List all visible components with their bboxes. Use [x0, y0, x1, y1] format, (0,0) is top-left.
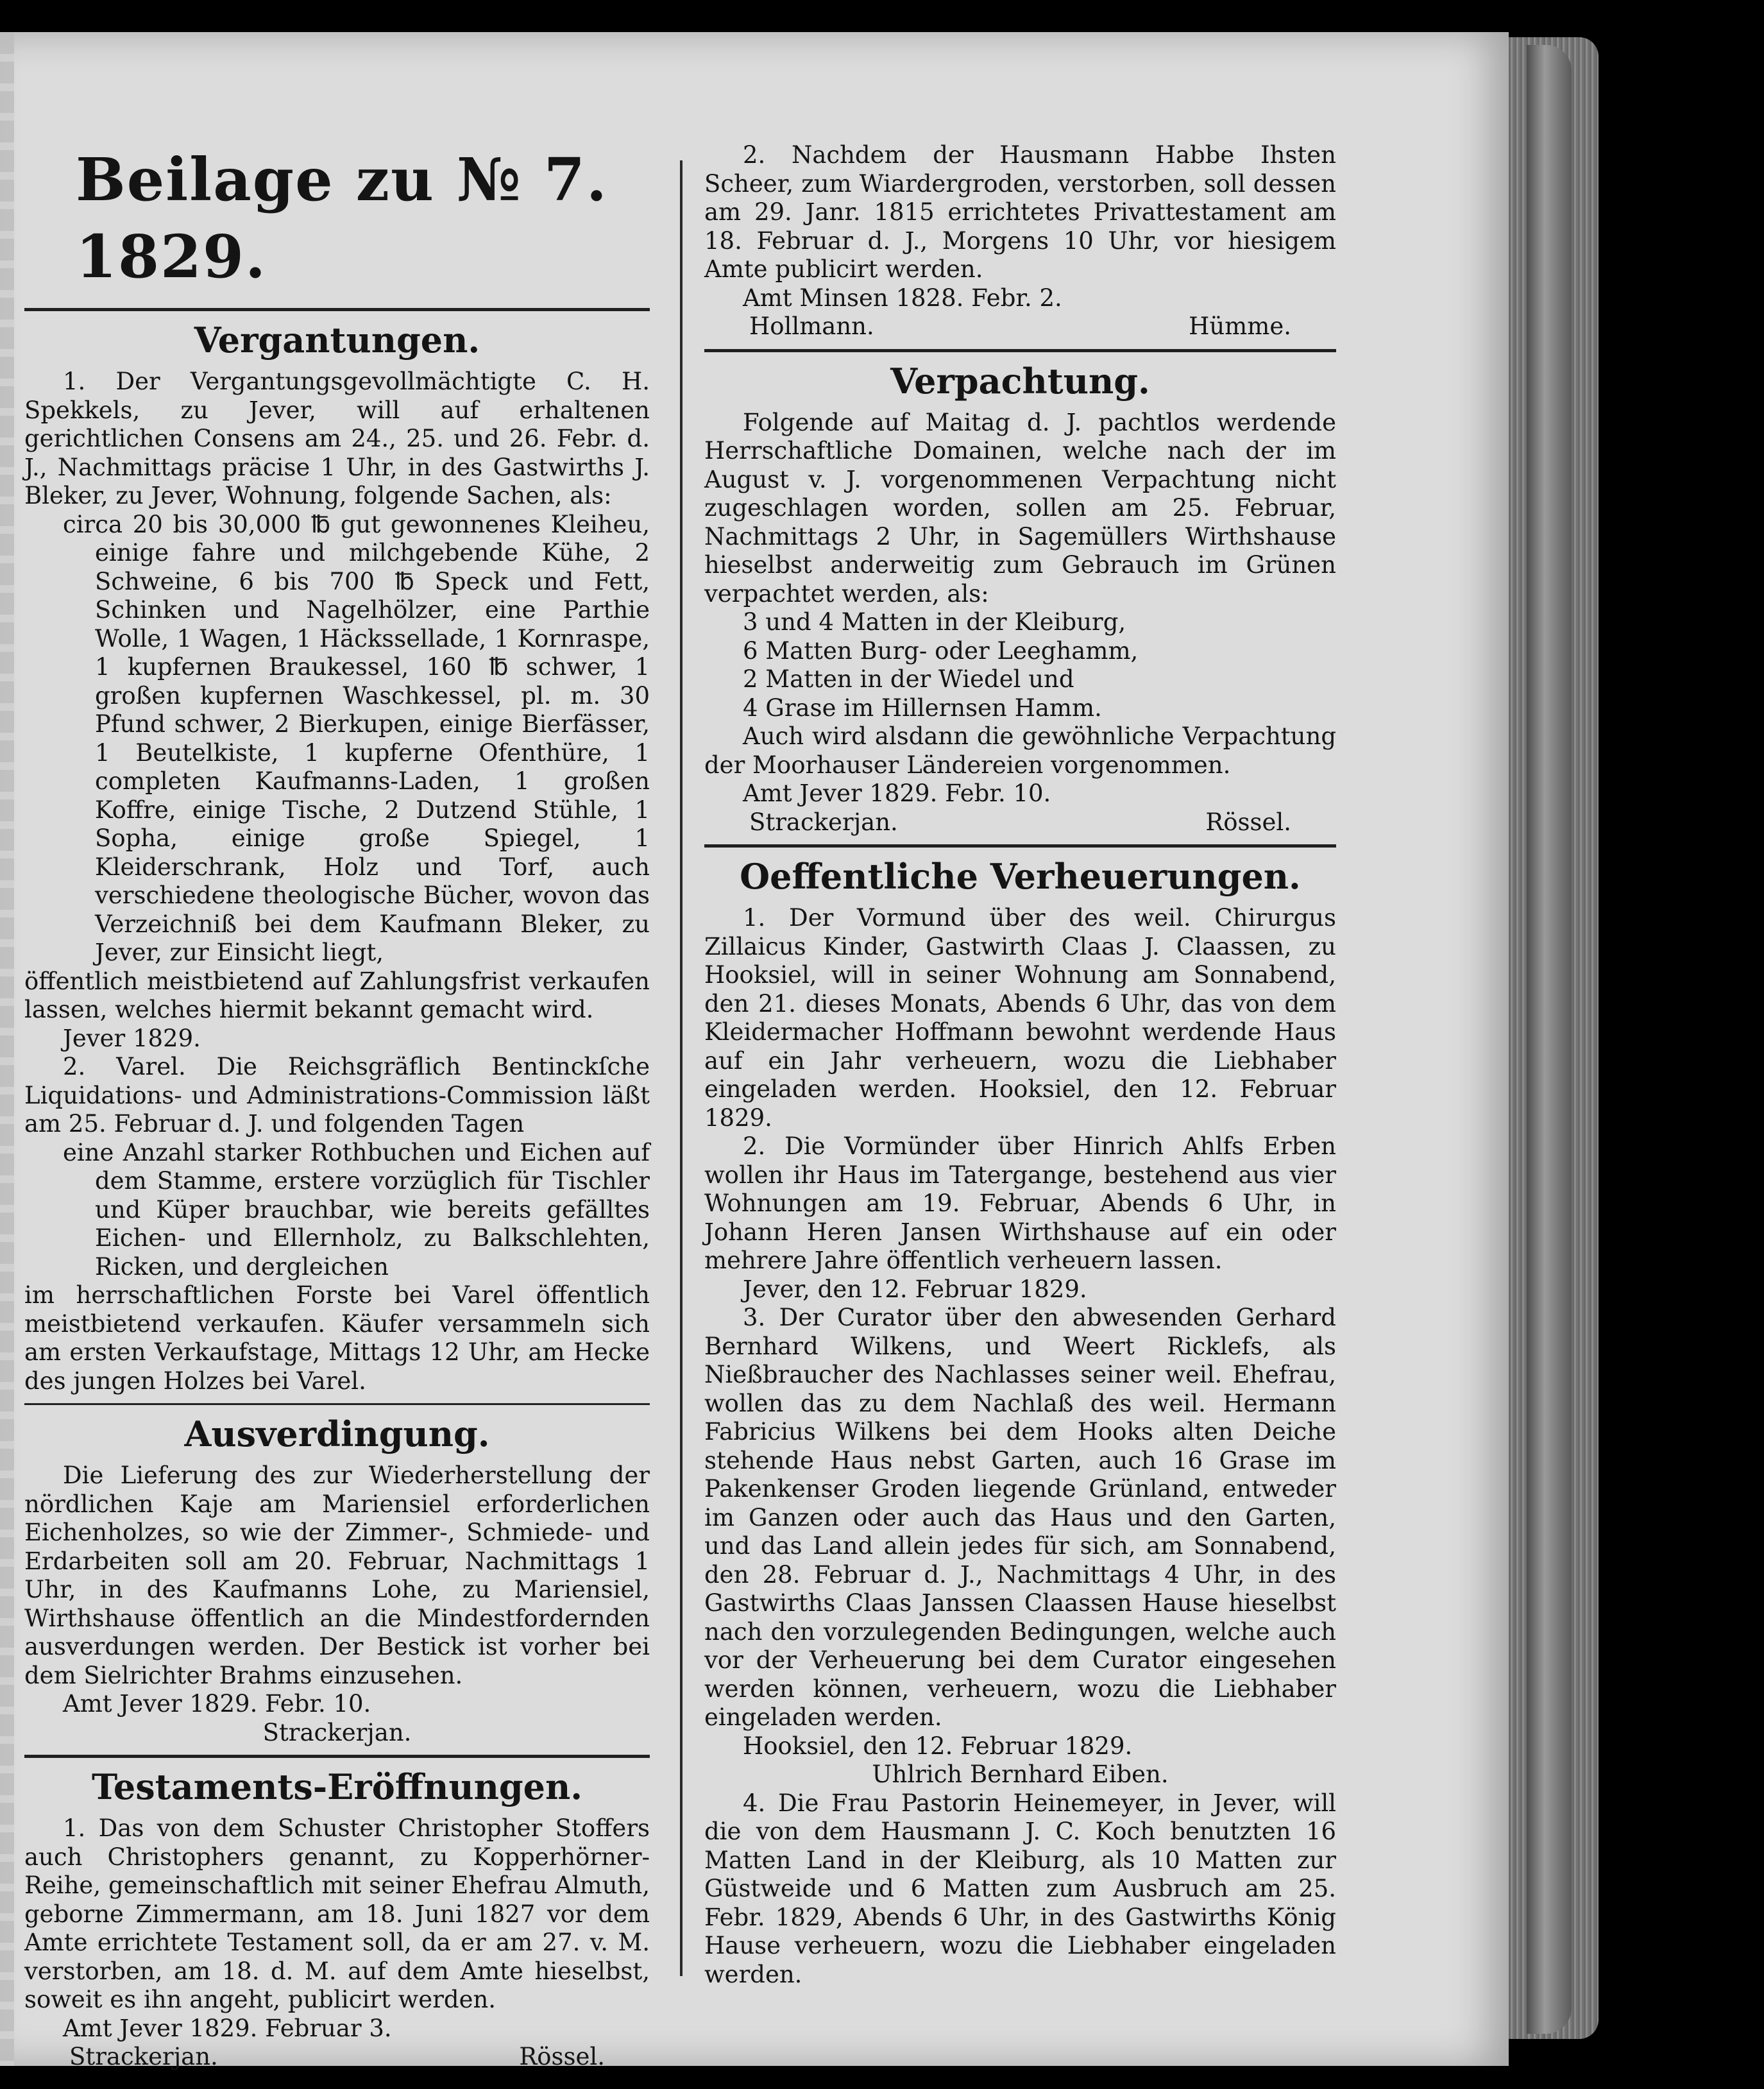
dateline: Hooksiel, den 12. Februar 1829. [743, 1732, 1133, 1760]
signature-row [24, 2043, 650, 2072]
section-title-testaments: Testaments-Eröffnungen. [91, 1766, 583, 1807]
masthead: Beilage zu № 7. 1829. [76, 145, 608, 291]
list-item: 6 Matten Burg- oder Leeghamm, [743, 636, 1139, 665]
signature: Strackerjan. [749, 808, 898, 836]
paragraph: 4. Die Frau Pastorin Heinemeyer, in Jever, will die von dem Hausmann J. C. Koch benutzten 16 Matten Land in der Kleiburg, als 10 Matten zur Güstweide und 6 Matten zum Ausbruch am 25. Febr. 1829, Abends 6 Uhr, in des Gastwirths König Hause verheuern, wozu die Liebhaber eingeladen werden. [704, 1789, 1336, 1988]
paragraph: 2. Nachdem der Hausmann Habbe Ihsten Scheer, zum Wiardergroden, verstorben, soll dessen am 29. Janr. 1815 errichtetes Privattestament am 18. Februar d. J., Morgens 10 Uhr, vor hiesigem Amte publicirt werden. [704, 141, 1336, 283]
rule [704, 349, 1336, 352]
right-column [704, 141, 1336, 1989]
signature: Strackerjan. [262, 1718, 412, 1746]
signature: Rössel. [1205, 808, 1291, 836]
list-item: 2 Matten in der Wiedel und [743, 665, 1074, 693]
paragraph: 1. Der Vergantungsgevollmächtigte C. H. Spekkels, zu Jever, will auf erhaltenen gerichtlichen Consens am 24., 25. und 26. Febr. d. J., Nachmittags präcise 1 Uhr, in des Gastwirths J. Bleker, zu Jever, Wohnung, folgende Sachen, als: [24, 368, 650, 509]
book-spine [1527, 45, 1572, 2034]
signature: Strackerjan. [69, 2043, 218, 2070]
dateline: Amt Jever 1829. Februar 3. [63, 2014, 392, 2042]
paragraph: im herrschaftlichen Forste bei Varel öffentlich meistbietend verkaufen. Käufer versammeln sich am ersten Verkaufstage, Mittags 12 Uhr, am Hecke des jungen Holzes bei Varel. [24, 1281, 650, 1395]
list-item: 4 Grase im Hillernsen Hamm. [743, 694, 1102, 722]
paragraph: 2. Die Vormünder über Hinrich Ahlfs Erben wollen ihr Haus im Tatergange, bestehend aus vier Wohnungen am 19. Februar, Abends 6 Uhr, in Johann Heren Jansen Wirthshause auf ein oder mehrere Jahre öffentlich verheuern lassen. [704, 1132, 1336, 1274]
signature: Uhlrich Bernhard Eiben. [872, 1761, 1169, 1788]
section-title-ausverdingung: Ausverdingung. [184, 1413, 490, 1454]
paragraph: Die Lieferung des zur Wiederherstellung der nördlichen Kaje am Mariensiel erforderlichen Eichenholzes, so wie der Zimmer-, Schmiede- und Erdarbeiten soll am 20. Februar, Nachmittags 1 Uhr, in des Kaufmanns Lohe, zu Mariensiel, Wirthshause öffentlich an die Mindestfordernden ausverdungen werden. Der Bestick ist vorher bei dem Sielrichter Brahms einzusehen. [24, 1462, 650, 1689]
signature-row [704, 312, 1336, 341]
signature: Hollmann. [749, 312, 874, 340]
section-title-vergantungen: Vergantungen. [194, 320, 480, 361]
paragraph: 3. Der Curator über den abwesenden Gerhard Bernhard Wilkens, und Weert Ricklefs, als Nießbraucher des Nachlasses seiner weil. Ehefrau, wollen das zu dem Nachlaß des weil. Hermann Fabricius Wilkens bei dem Hooks alten Deiche stehende Haus nebst Garten, auch 16 Grase im Pakenkenser Groden liegende Grünland, entweder im Ganzen oder auch das Haus und den Garten, und das Land allein jedes für sich, am Sonnabend, den 28. Februar d. J., Nachmittags 4 Uhr, in des Gastwirths Claas Janssen Claassen Hause hieselbst nach den vorzulegenden Bedingungen, welche auch vor der Verheuerung bei dem Curator eingesehen werden können, verheuern, wozu die Liebhaber eingeladen werden. [704, 1304, 1336, 1731]
section-title-verpachtung: Verpachtung. [890, 360, 1150, 402]
dateline: Jever, den 12. Februar 1829. [743, 1275, 1087, 1303]
paragraph: eine Anzahl starker Rothbuchen und Eichen auf dem Stamme, erstere vorzüglich für Tischler und Küper brauchbar, wie bereits gefälltes Eichen- und Ellernholz, zu Balkschlehten, Ricken, und dergleichen [63, 1138, 650, 1281]
facing-page-bleed [0, 32, 14, 2066]
signature: Rössel. [519, 2043, 605, 2070]
newspaper-page [0, 32, 1509, 2070]
paragraph: circa 20 bis 30,000 ℔ gut gewonnenes Kleiheu, einige fahre und milchgebende Kühe, 2 Schweine, 6 bis 700 ℔ Speck und Fett, Schinken und Nagelhölzer, eine Parthie Wolle, 1 Wagen, 1 Häckssellade, 1 Kornraspe, 1 kupfernen Braukessel, 160 ℔ schwer, 1 großen kupfernen Waschkessel, pl. m. 30 Pfund schwer, 2 Bierkupen, einige Bierfässer, 1 Beutelkiste, 1 kupferne Ofenthüre, 1 completen Kaufmanns-Laden, 1 großen Koffre, einige Tische, 2 Dutzend Stühle, 1 Sopha, einige große Spiegel, 1 Kleiderschrank, Holz und Torf, auch verschiedene theologische Bücher, wovon das Verzeichniß bei dem Kaufmann Bleker, zu Jever, zur Einsicht liegt, [63, 510, 650, 966]
paragraph: öffentlich meistbietend auf Zahlungsfrist verkaufen lassen, welches hiermit bekannt gemacht wird. [24, 967, 650, 1023]
left-column [24, 141, 650, 2072]
paragraph: 1. Das von dem Schuster Christopher Stoffers auch Christophers genannt, zu Kopperhörner-Reihe, gemeinschaftlich mit seiner Ehefrau Almuth, geborne Zimmermann, am 18. Juni 1827 vor dem Amte errichtete Testament soll, da er am 27. v. M. verstorben, am 18. d. M. auf dem Amte hieselbst, soweit es ihn angeht, publicirt werden. [24, 1814, 650, 2013]
paragraph: 1. Der Vormund über des weil. Chirurgus Zillaicus Kinder, Gastwirth Claas J. Claassen, zu Hooksiel, will in seiner Wohnung am Sonnabend, den 21. dieses Monats, Abends 6 Uhr, das von dem Kleidermacher Hoffmann bewohnt werdende Haus auf ein Jahr verheuern, wozu die Liebhaber eingeladen werden. Hooksiel, den 12. Februar 1829. [704, 904, 1336, 1132]
paragraph: 2. Varel. Die Reichsgräflich Bentinckſche Liquidations- und Administrations-Commission läßt am 25. Februar d. J. und folgenden Tagen [24, 1053, 650, 1138]
rule [24, 1403, 650, 1405]
dateline: Jever 1829. [63, 1024, 201, 1052]
section-title-verheuerungen: Oeffentliche Verheuerungen. [740, 856, 1301, 897]
list-item: 3 und 4 Matten in der Kleiburg, [743, 608, 1126, 636]
dateline: Amt Minsen 1828. Febr. 2. [743, 284, 1062, 312]
column-divider [680, 160, 683, 1976]
signature-row [704, 808, 1336, 837]
dateline: Amt Jever 1829. Febr. 10. [743, 780, 1051, 807]
dateline: Amt Jever 1829. Febr. 10. [63, 1690, 371, 1718]
rule [24, 308, 650, 311]
paragraph: Folgende auf Maitag d. J. pachtlos werdende Herrschaftliche Domainen, welche nach der im August v. J. vorgenommenen Verpachtung nicht zugeschlagen worden, sollen am 25. Februar, Nachmittags 2 Uhr, in Sagemüllers Wirthshause hieselbst anderweitig zum Gebrauch im Grünen verpachtet werden, als: [704, 408, 1336, 608]
signature: Hümme. [1189, 312, 1291, 340]
paragraph: Auch wird alsdann die gewöhnliche Verpachtung der Moorhauser Ländereien vorgenommen. [704, 722, 1336, 779]
rule [24, 1755, 650, 1758]
rule [704, 844, 1336, 848]
